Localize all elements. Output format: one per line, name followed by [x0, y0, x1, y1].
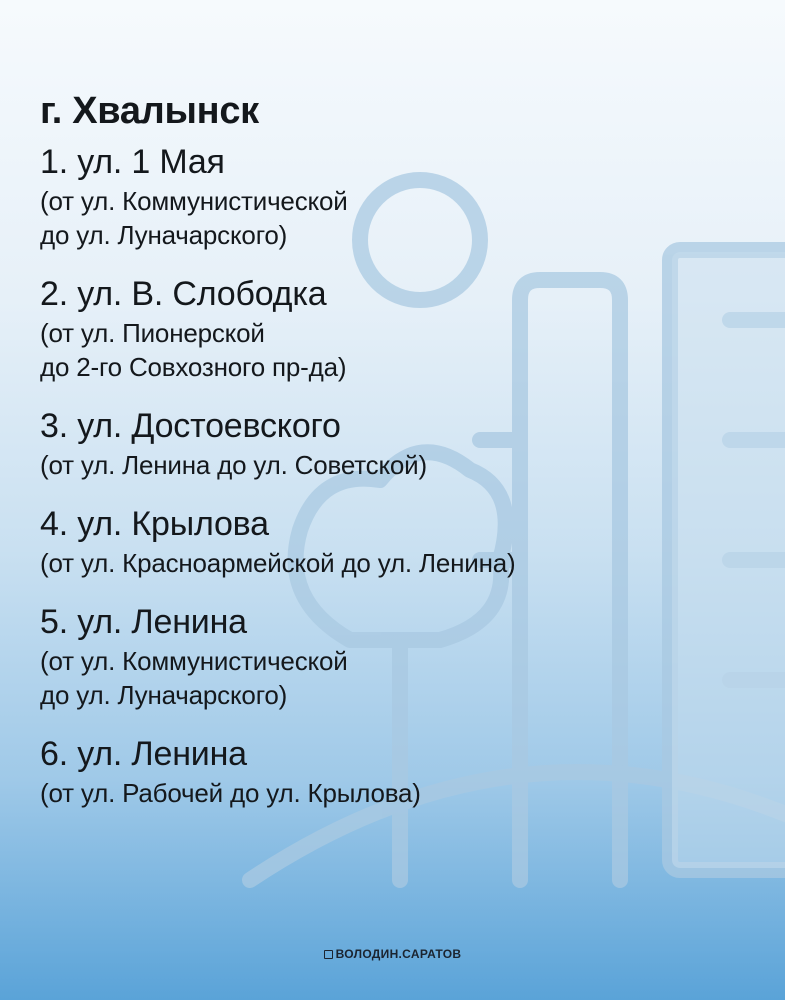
street-range-line: (от ул. Ленина до ул. Советской) — [40, 450, 427, 480]
brand-label: ВОЛОДИН.САРАТОВ — [335, 947, 462, 961]
list-item — [40, 732, 770, 810]
street-name: 3. ул. Достоевского — [40, 407, 341, 445]
square-icon — [324, 950, 333, 959]
street-range-line: (от ул. Пионерской — [40, 318, 265, 348]
street-name: 5. ул. Ленина — [40, 603, 247, 641]
street-name: 4. ул. Крылова — [40, 505, 269, 543]
content-list — [40, 88, 770, 830]
street-range-line: до ул. Луначарского) — [40, 220, 288, 250]
list-item — [40, 502, 770, 580]
street-range-line: (от ул. Красноармейской до ул. Ленина) — [40, 548, 516, 578]
street-name: 2. ул. В. Слободка — [40, 275, 327, 313]
street-range-line: (от ул. Рабочей до ул. Крылова) — [40, 778, 421, 808]
street-range-line: до ул. Луначарского) — [40, 680, 288, 710]
list-item — [40, 600, 770, 712]
brand-footer — [0, 947, 785, 961]
list-item — [40, 404, 770, 482]
city-title: г. Хвалынск — [40, 90, 259, 132]
street-name: 1. ул. 1 Мая — [40, 143, 225, 181]
street-range-line: (от ул. Коммунистической — [40, 646, 348, 676]
street-range-line: (от ул. Коммунистической — [40, 186, 348, 216]
list-item — [40, 272, 770, 384]
street-range-line: до 2-го Совхозного пр-да) — [40, 352, 347, 382]
list-item — [40, 140, 770, 252]
street-name: 6. ул. Ленина — [40, 735, 247, 773]
